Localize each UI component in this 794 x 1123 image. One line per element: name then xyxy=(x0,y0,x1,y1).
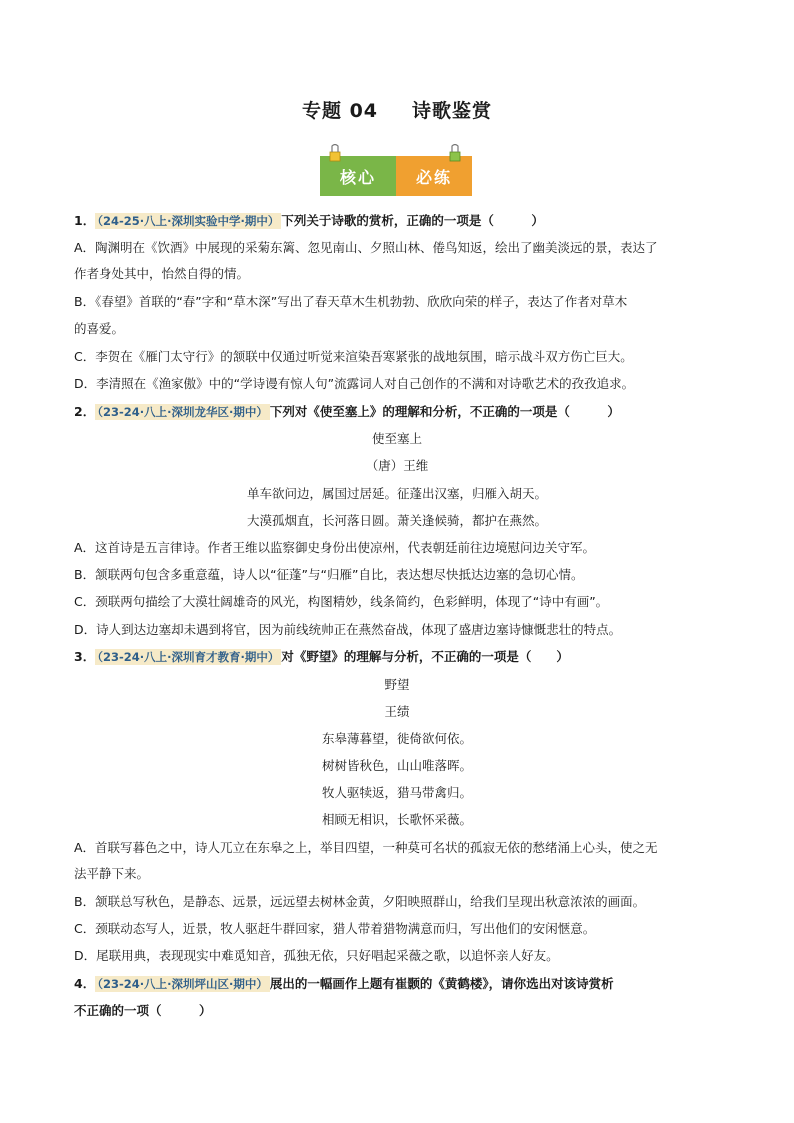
question-number: 1． xyxy=(74,213,96,228)
question-2-stem xyxy=(74,404,724,420)
poem-title: 使至塞上 xyxy=(371,431,422,446)
source-tag: （24-25·八上·深圳实验中学·期中） xyxy=(97,214,280,228)
option-a-line-1: A．陶渊明在《饮酒》中展现的采菊东篱、忽见南山、夕照山林、倦鸟知返，绘出了幽美淡远的景，表达了 xyxy=(74,240,658,255)
poem-author: （唐）王维 xyxy=(365,458,429,473)
question-4-stem xyxy=(74,976,724,992)
poem-line: 单车欲问边，属国过居延。征蓬出汉塞，归雁入胡天。 xyxy=(246,486,547,501)
question-1-stem xyxy=(74,213,724,229)
title-topic-name: 诗歌鉴赏 xyxy=(412,100,493,122)
source-tag: （23-24·八上·深圳龙华区·期中） xyxy=(97,405,268,419)
question-number: 4． xyxy=(74,976,96,991)
banner-right-label: 必练 xyxy=(396,156,472,196)
option-a: A．这首诗是五言律诗。作者王维以监察御史身份出使凉州，代表朝廷前往边境慰问边关守军。 xyxy=(74,540,596,555)
banner-left-label: 核心 xyxy=(320,156,396,196)
binder-clip-icon xyxy=(448,144,462,162)
option-a-line-2: 法平静下来。 xyxy=(74,866,150,881)
question-3-stem xyxy=(74,649,724,665)
binder-clip-icon xyxy=(328,144,342,162)
question-number: 3． xyxy=(74,649,96,664)
poem-line: 东皋薄暮望，徙倚欲何依。 xyxy=(321,731,472,746)
option-a-line-2: 作者身处其中，怡然自得的情。 xyxy=(74,266,250,281)
option-d: D．尾联用典，表现现实中难觅知音，孤独无依，只好唱起采薇之歌，以追怀亲人好友。 xyxy=(74,948,559,963)
question-text: 展出的一幅画作上题有崔颢的《黄鹤楼》，请你选出对该诗赏析 xyxy=(269,976,614,991)
option-b: B．颔联两句包含多重意蕴，诗人以“征蓬”与“归雁”自比，表达想尽快抵达边塞的急切心情。 xyxy=(74,567,584,582)
poem-line: 大漠孤烟直，长河落日圆。萧关逢候骑，都护在燕然。 xyxy=(246,513,547,528)
option-b-line-2: 的喜爱。 xyxy=(74,321,125,336)
poem-line: 牧人驱犊返，猎马带禽归。 xyxy=(321,785,472,800)
section-banner xyxy=(320,156,470,196)
question-text: 下列关于诗歌的赏析，正确的一项是（ ） xyxy=(281,213,544,228)
poem-author: 王绩 xyxy=(384,704,410,719)
question-4-stem-line-2: 不正确的一项（ ） xyxy=(74,1003,212,1018)
question-text: 对《野望》的理解与分析，不正确的一项是（ ） xyxy=(281,649,569,664)
poem-line: 相顾无相识，长歌怀采薇。 xyxy=(321,812,472,827)
option-d: D．诗人到达边塞却未遇到将官，因为前线统帅正在燕然奋战，体现了盛唐边塞诗慷慨悲壮的特点。 xyxy=(74,622,622,637)
option-b-line-1: B．《春望》首联的“春”字和“草木深”写出了春天草木生机勃勃、欣欣向荣的样子，表达了作者对草木 xyxy=(74,294,628,309)
source-tag: （23-24·八上·深圳坪山区·期中） xyxy=(97,977,268,991)
option-c: C．颈联两句描绘了大漠壮阔雄奇的风光，构图精妙，线条简约，色彩鲜明，体现了“诗中有画”。 xyxy=(74,594,609,609)
poem-title: 野望 xyxy=(384,677,410,692)
poem-line: 树树皆秋色，山山唯落晖。 xyxy=(321,758,472,773)
question-text: 下列对《使至塞上》的理解和分析，不正确的一项是（ ） xyxy=(269,404,620,419)
option-b: B．颔联总写秋色，是静态、远景，远远望去树林金黄，夕阳映照群山，给我们呈现出秋意浓浓的画面。 xyxy=(74,894,646,909)
source-tag: （23-24·八上·深圳育才教育·期中） xyxy=(97,650,280,664)
title-topic-number: 专题 04 xyxy=(301,100,379,122)
option-d: D．李清照在《渔家傲》中的“学诗谩有惊人句”流露词人对自己创作的不满和对诗歌艺术的孜孜追求。 xyxy=(74,376,635,391)
page-title xyxy=(0,96,794,123)
option-c: C．颈联动态写人，近景，牧人驱赶牛群回家，猎人带着猎物满意而归，写出他们的安闲惬意。 xyxy=(74,921,596,936)
option-a-line-1: A．首联写暮色之中，诗人兀立在东皋之上，举目四望，一种莫可名状的孤寂无依的愁绪涌上心头，使之无 xyxy=(74,840,658,855)
question-number: 2． xyxy=(74,404,96,419)
option-c: C．李贺在《雁门太守行》的颔联中仅通过听觉来渲染吾寒紧张的战地氛围，暗示战斗双方伤亡巨大。 xyxy=(74,349,633,364)
